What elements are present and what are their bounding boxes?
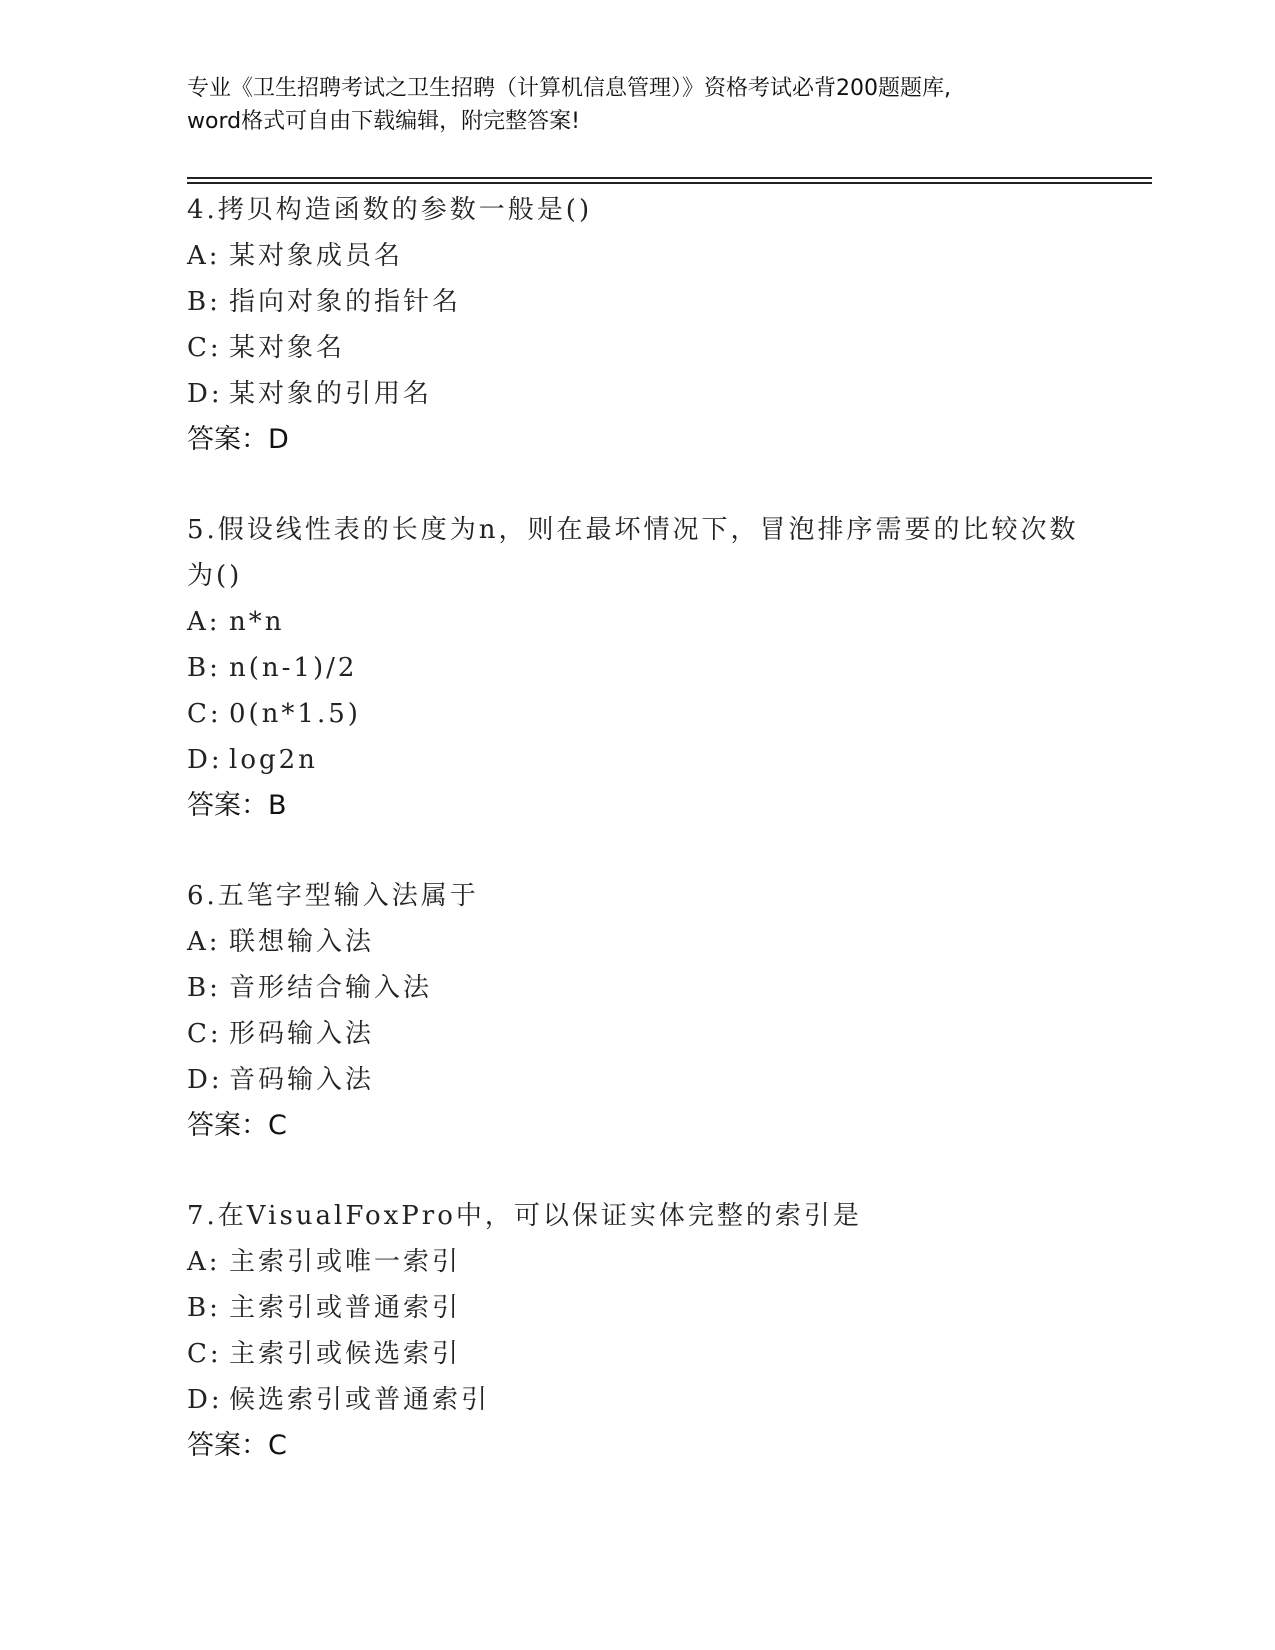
option-c bbox=[187, 1331, 1107, 1377]
option-a bbox=[187, 599, 1107, 645]
option-a bbox=[187, 233, 1107, 279]
option-letter: C: bbox=[187, 333, 222, 363]
option-letter: B: bbox=[187, 653, 221, 683]
option-b bbox=[187, 645, 1107, 691]
option-letter: C: bbox=[187, 1019, 222, 1049]
option-text: 某对象的引用名 bbox=[229, 379, 433, 409]
question-5 bbox=[187, 507, 1107, 829]
question-6 bbox=[187, 873, 1107, 1149]
document-header bbox=[187, 72, 1107, 138]
option-d bbox=[187, 1057, 1107, 1103]
header-divider-top bbox=[187, 177, 1152, 179]
option-text: n(n-1)/2 bbox=[229, 653, 358, 683]
option-letter: B: bbox=[187, 287, 221, 317]
answer-line: 答案：C bbox=[187, 1430, 287, 1461]
option-d bbox=[187, 1377, 1107, 1423]
option-text: 音码输入法 bbox=[229, 1065, 375, 1095]
option-letter: D: bbox=[187, 379, 223, 409]
question-text: 4.拷贝构造函数的参数一般是() bbox=[187, 195, 593, 225]
option-a bbox=[187, 919, 1107, 965]
option-b bbox=[187, 1285, 1107, 1331]
answer-line: 答案：D bbox=[187, 424, 289, 455]
option-a bbox=[187, 1239, 1107, 1285]
option-letter: C: bbox=[187, 699, 222, 729]
question-spacer bbox=[187, 463, 1107, 507]
option-text: 候选索引或普通索引 bbox=[229, 1385, 491, 1415]
option-d bbox=[187, 737, 1107, 783]
question-4 bbox=[187, 187, 1107, 463]
header-divider-bottom bbox=[187, 182, 1152, 184]
header-line-1: 专业《卫生招聘考试之卫生招聘（计算机信息管理）》资格考试必背200题题库, bbox=[187, 76, 951, 101]
question-spacer bbox=[187, 1149, 1107, 1193]
option-text: 音形结合输入法 bbox=[229, 973, 433, 1003]
question-text: 6.五笔字型输入法属于 bbox=[187, 881, 479, 911]
option-text: 联想输入法 bbox=[229, 927, 375, 957]
question-text: 7.在VisualFoxPro中，可以保证实体完整的索引是 bbox=[187, 1201, 862, 1231]
option-d bbox=[187, 371, 1107, 417]
question-7 bbox=[187, 1193, 1107, 1469]
option-text: 形码输入法 bbox=[229, 1019, 375, 1049]
option-letter: A: bbox=[187, 607, 221, 637]
option-text: 某对象名 bbox=[229, 333, 346, 363]
answer-line: 答案：B bbox=[187, 790, 287, 821]
option-c bbox=[187, 325, 1107, 371]
option-letter: A: bbox=[187, 1247, 221, 1277]
option-letter: A: bbox=[187, 927, 221, 957]
option-text: 指向对象的指针名 bbox=[229, 287, 462, 317]
option-b bbox=[187, 965, 1107, 1011]
option-letter: D: bbox=[187, 1385, 223, 1415]
option-letter: B: bbox=[187, 1293, 221, 1323]
option-text: n*n bbox=[229, 607, 285, 637]
option-b bbox=[187, 279, 1107, 325]
option-text: 主索引或候选索引 bbox=[229, 1339, 462, 1369]
question-text: 5.假设线性表的长度为n，则在最坏情况下，冒泡排序需要的比较次数为() bbox=[187, 515, 1079, 591]
header-line-2: word格式可自由下载编辑，附完整答案! bbox=[187, 109, 580, 134]
option-letter: D: bbox=[187, 1065, 223, 1095]
option-letter: A: bbox=[187, 241, 221, 271]
option-letter: D: bbox=[187, 745, 223, 775]
option-letter: C: bbox=[187, 1339, 222, 1369]
question-spacer bbox=[187, 829, 1107, 873]
question-list bbox=[187, 187, 1107, 1469]
option-letter: B: bbox=[187, 973, 221, 1003]
option-c bbox=[187, 691, 1107, 737]
option-text: log2n bbox=[229, 745, 318, 775]
option-text: 主索引或唯一索引 bbox=[229, 1247, 462, 1277]
answer-line: 答案：C bbox=[187, 1110, 287, 1141]
option-text: 主索引或普通索引 bbox=[229, 1293, 462, 1323]
option-text: 0(n*1.5) bbox=[229, 699, 361, 729]
option-c bbox=[187, 1011, 1107, 1057]
option-text: 某对象成员名 bbox=[229, 241, 404, 271]
